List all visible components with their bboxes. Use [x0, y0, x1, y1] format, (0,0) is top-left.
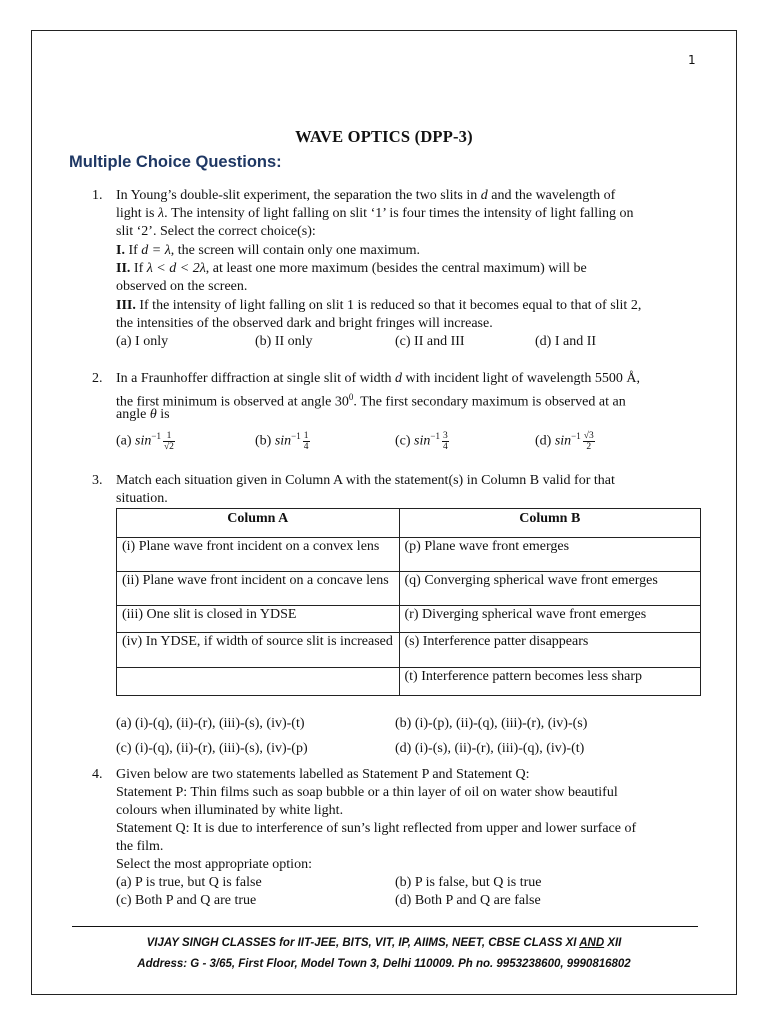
q4-option-c: (c) Both P and Q are true: [116, 893, 257, 908]
table-cell-b: (p) Plane wave front emerges: [399, 538, 701, 572]
q1-line-1: In Young’s double-slit experiment, the separation the two slits in d and the wavelength of: [116, 188, 616, 203]
q2-option-d: (d) $\sin^{-1}$ $\frac{√3}{2}$: [535, 430, 594, 452]
page-number: 1: [688, 53, 696, 67]
q1-statement-2: II. If λ < d < 2λ, at least one more maximum (besides the central maximum) will be: [116, 261, 587, 276]
q1-statement-3: III. If the intensity of light falling on slit 1 is reduced so that it becomes equal to that of slit 2,: [116, 298, 642, 313]
table-row: [117, 572, 701, 606]
q1-statement-3-cont: the intensities of the observed dark and bright fringes will increase.: [116, 316, 493, 331]
table-cell-b: (s) Interference patter disappears: [399, 633, 701, 668]
table-row: [117, 668, 701, 696]
table-row: [117, 606, 701, 633]
section-heading: Multiple Choice Questions:: [69, 153, 282, 171]
q3-option-b: (b) (i)-(p), (ii)-(q), (iii)-(r), (iv)-(s): [395, 716, 588, 731]
table-cell-a: (iv) In YDSE, if width of source slit is increased: [117, 633, 400, 668]
q4-line-3: colours when illuminated by white light.: [116, 803, 344, 818]
q2-line-3: angle θ is: [116, 407, 170, 422]
table-row: [117, 538, 701, 572]
q3-line-2: situation.: [116, 491, 168, 506]
table-cell-b: (q) Converging spherical wave front emerges: [399, 572, 701, 606]
q2-line-2: the first minimum is observed at angle $30^0$. The first secondary maximum is observed at an: [116, 392, 626, 410]
table-row: [117, 633, 701, 668]
q4-line-1: Given below are two statements labelled as Statement P and Statement Q:: [116, 767, 530, 782]
q3-option-c: (c) (i)-(q), (ii)-(r), (iii)-(s), (iv)-(p): [116, 741, 308, 756]
q1-number: 1.: [92, 188, 103, 203]
q3-number: 3.: [92, 473, 103, 488]
table-cell-b: (r) Diverging spherical wave front emerges: [399, 606, 701, 633]
q3-option-a: (a) (i)-(q), (ii)-(r), (iii)-(s), (iv)-(t): [116, 716, 305, 731]
q1-statement-2-cont: observed on the screen.: [116, 279, 248, 294]
table-cell-a: (i) Plane wave front incident on a convex lens: [117, 538, 400, 572]
q2-option-c: (c) $\sin^{-1}$ $\frac{3}{4}$: [395, 430, 448, 452]
q2-option-b: (b) $\sin^{-1}$ $\frac{1}{4}$: [255, 430, 309, 452]
q1-option-a: (a) I only: [116, 334, 169, 349]
column-a-header: Column A: [117, 509, 400, 538]
footer-divider: [72, 926, 698, 927]
match-table: [116, 508, 701, 696]
q4-option-d: (d) Both P and Q are false: [395, 893, 541, 908]
footer-address: Address: G - 3/65, First Floor, Model Town 3, Delhi 110009. Ph no. 9953238600, 9990816802: [137, 958, 631, 970]
q1-option-b: (b) II only: [255, 334, 313, 349]
table-cell-a: [117, 668, 400, 696]
q1-line-3: slit ‘2’. Select the correct choice(s):: [116, 224, 316, 239]
q1-option-c: (c) II and III: [395, 334, 465, 349]
q4-line-5: the film.: [116, 839, 164, 854]
q4-option-a: (a) P is true, but Q is false: [116, 875, 262, 890]
table-cell-a: (iii) One slit is closed in YDSE: [117, 606, 400, 633]
q1-statement-1: I. If d = λ, the screen will contain only one maximum.: [116, 243, 421, 258]
table-header-row: [117, 509, 701, 538]
q1-line-2: light is λ. The intensity of light falling on slit ‘1’ is four times the intensity of light falling on: [116, 206, 634, 221]
q3-option-d: (d) (i)-(s), (ii)-(r), (iii)-(q), (iv)-(t): [395, 741, 585, 756]
page-title: WAVE OPTICS (DPP-3): [295, 127, 473, 146]
q1-option-d: (d) I and II: [535, 334, 597, 349]
q2-number: 2.: [92, 371, 103, 386]
footer-institute: VIJAY SINGH CLASSES for IIT-JEE, BITS, VIT, IP, AIIMS, NEET, CBSE CLASS XI AND XII: [146, 937, 622, 949]
q4-line-4: Statement Q: It is due to interference of sun’s light reflected from upper and lower surface of: [116, 821, 637, 836]
table-cell-b: (t) Interference pattern becomes less sharp: [399, 668, 701, 696]
q4-line-2: Statement P: Thin films such as soap bubble or a thin layer of oil on water show beautiful: [116, 785, 618, 800]
q4-line-6: Select the most appropriate option:: [116, 857, 312, 872]
q4-option-b: (b) P is false, but Q is true: [395, 875, 542, 890]
q3-line-1: Match each situation given in Column A with the statement(s) in Column B valid for that: [116, 473, 615, 488]
table-cell-a: (ii) Plane wave front incident on a concave lens: [117, 572, 400, 606]
column-b-header: Column B: [399, 509, 701, 538]
q4-number: 4.: [92, 767, 103, 782]
q2-line-1: In a Fraunhoffer diffraction at single slit of width d with incident light of wavelength 5500 Å,: [116, 371, 640, 386]
q2-option-a: (a) $\sin^{-1}$ $\frac{1}{√2}$: [116, 430, 174, 452]
